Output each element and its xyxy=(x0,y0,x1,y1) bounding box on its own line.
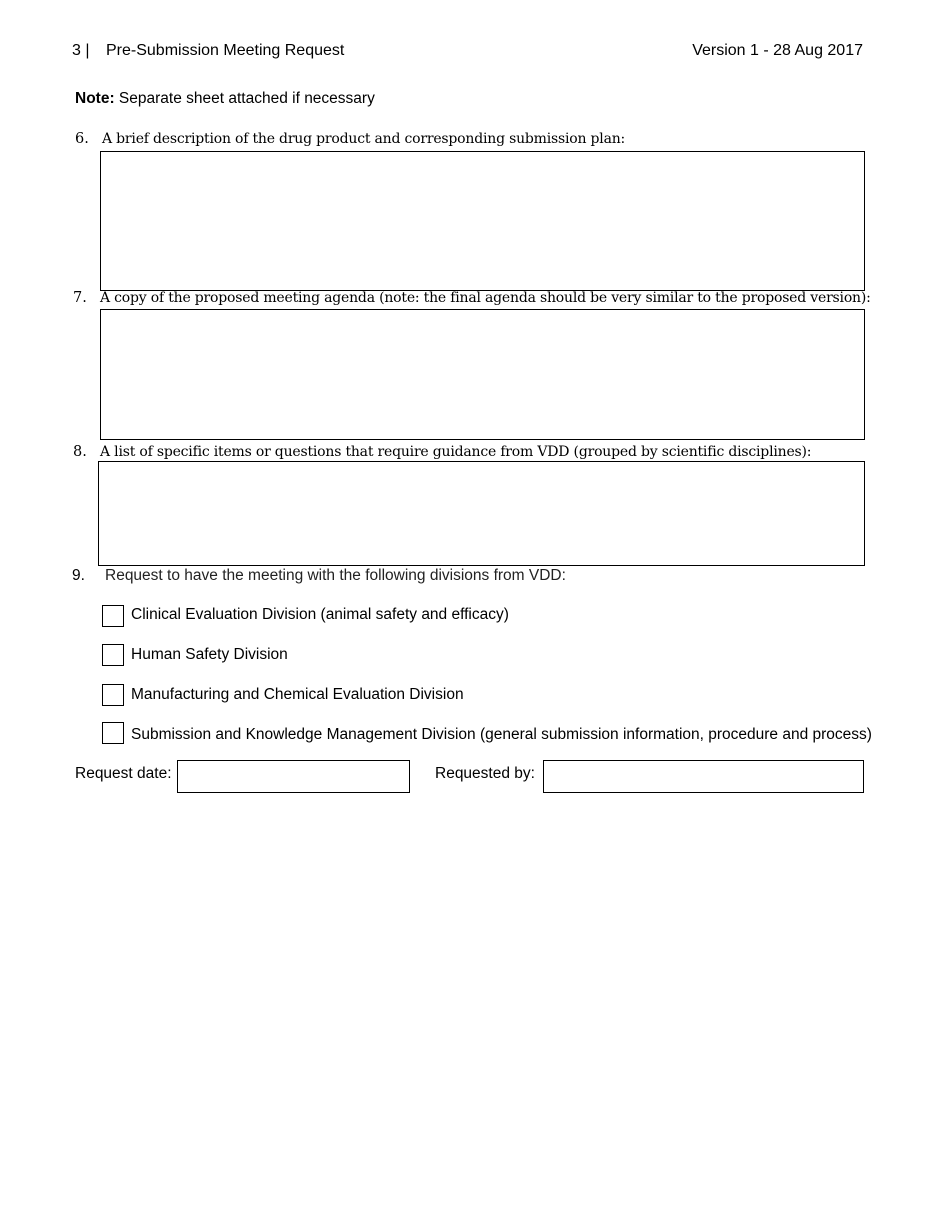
question-8-text: A list of specific items or questions that require guidance from VDD (grouped by scientific disciplines): xyxy=(100,444,812,460)
submission-knowledge-checkbox[interactable] xyxy=(102,722,124,744)
manufacturing-chemical-label: Manufacturing and Chemical Evaluation Division xyxy=(131,686,464,703)
clinical-evaluation-checkbox[interactable] xyxy=(102,605,124,627)
note-text: Separate sheet attached if necessary xyxy=(118,90,375,107)
clinical-evaluation-label: Clinical Evaluation Division (animal safety and efficacy) xyxy=(131,606,509,623)
question-6-text: A brief description of the drug product and corresponding submission plan: xyxy=(102,131,626,147)
question-9-number: 9. xyxy=(72,567,85,584)
question-8-number: 8. xyxy=(73,444,87,460)
note-line xyxy=(75,90,375,108)
human-safety-checkbox[interactable] xyxy=(102,644,124,666)
question-9-text: Request to have the meeting with the following divisions from VDD: xyxy=(105,567,566,584)
requested-by-field[interactable] xyxy=(543,760,864,793)
question-7-number: 7. xyxy=(73,290,87,306)
question-6-number: 6. xyxy=(75,131,89,147)
guidance-questions-field[interactable] xyxy=(98,461,865,566)
version-label: Version 1 - 28 Aug 2017 xyxy=(692,42,863,59)
request-date-field[interactable] xyxy=(177,760,410,793)
manufacturing-chemical-checkbox[interactable] xyxy=(102,684,124,706)
page-number: 3 | xyxy=(72,42,90,59)
human-safety-label: Human Safety Division xyxy=(131,646,288,663)
submission-knowledge-label: Submission and Knowledge Management Division (general submission information, procedure and process) xyxy=(131,726,872,743)
product-description-field[interactable] xyxy=(100,151,865,291)
requested-by-label: Requested by: xyxy=(435,765,535,782)
request-date-label: Request date: xyxy=(75,765,172,782)
document-title: Pre-Submission Meeting Request xyxy=(106,42,345,59)
meeting-agenda-field[interactable] xyxy=(100,309,865,440)
question-7-text: A copy of the proposed meeting agenda (note: the final agenda should be very similar to the proposed version): xyxy=(100,290,871,306)
note-label: Note: xyxy=(75,90,115,107)
